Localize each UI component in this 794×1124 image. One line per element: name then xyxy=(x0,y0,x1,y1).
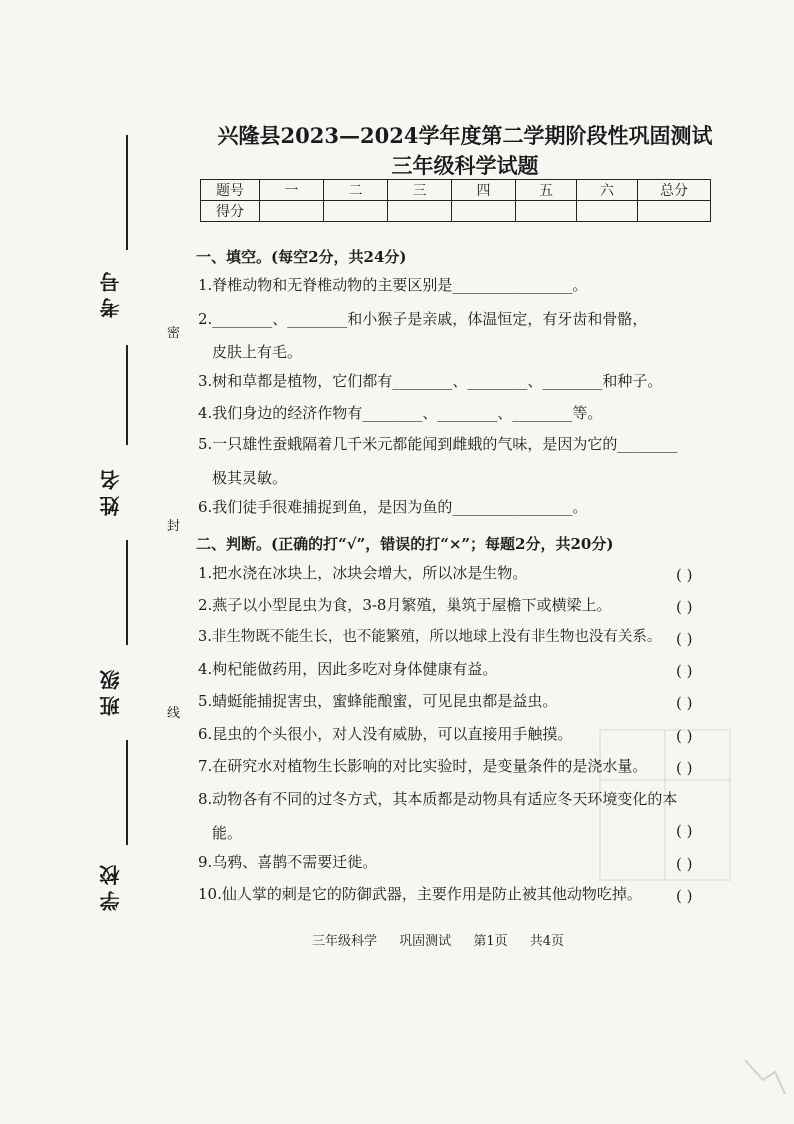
table-cell: 得分 xyxy=(201,201,260,222)
fill-question-3: 3.树和草都是植物，它们都有________、________、________和种子。 xyxy=(198,372,663,390)
seal-mark-2: 封 xyxy=(167,519,181,534)
answer-bracket[interactable]: ( ) xyxy=(676,727,693,745)
table-cell: 四 xyxy=(452,180,516,201)
table-row xyxy=(201,201,711,222)
table-cell: 三 xyxy=(388,180,452,201)
table-cell: 题号 xyxy=(201,180,260,201)
score-cell[interactable] xyxy=(577,201,638,222)
footer-total-pages: 共4页 xyxy=(529,934,565,949)
exam-number-label: 考号 xyxy=(99,266,123,318)
answer-bracket[interactable]: ( ) xyxy=(676,759,693,777)
answer-bracket[interactable]: ( ) xyxy=(676,566,693,584)
fill-question-4: 4.我们身边的经济作物有________、________、________等。 xyxy=(198,404,603,422)
table-cell: 总分 xyxy=(638,180,711,201)
answer-bracket[interactable]: ( ) xyxy=(676,887,693,905)
score-cell[interactable] xyxy=(324,201,388,222)
answer-bracket[interactable]: ( ) xyxy=(676,694,693,712)
table-cell: 六 xyxy=(577,180,638,201)
judge-question-2: 2.燕子以小型昆虫为食，3-8月繁殖，巢筑于屋檐下或横梁上。 xyxy=(198,596,612,614)
score-cell[interactable] xyxy=(260,201,324,222)
name-label: 姓名 xyxy=(99,464,123,516)
footer-test-type: 巩固测试 xyxy=(399,934,452,949)
scan-smudge xyxy=(745,1060,785,1094)
judge-question-9: 9.乌鸦、喜鹊不需要迁徙。 xyxy=(198,853,378,871)
score-table xyxy=(200,179,711,222)
exam-number-line xyxy=(126,135,128,250)
fill-question-5: 5.一只雄性蚕蛾隔着几千米元都能闻到雌蛾的气味，是因为它的________ xyxy=(198,435,678,453)
score-cell[interactable] xyxy=(516,201,577,222)
exam-subtitle: 三年级科学试题 xyxy=(391,153,539,178)
judge-question-8: 8.动物各有不同的过冬方式，其本质都是动物具有适应冬天环境变化的本 xyxy=(198,790,678,808)
name-line xyxy=(126,345,128,445)
fill-question-2-cont: 皮肤上有毛。 xyxy=(212,343,303,361)
answer-bracket[interactable]: ( ) xyxy=(676,855,693,873)
judge-question-4: 4.枸杞能做药用，因此多吃对身体健康有益。 xyxy=(198,660,498,678)
fill-question-6: 6.我们徒手很难捕捉到鱼，是因为鱼的________________。 xyxy=(198,498,588,516)
page-footer xyxy=(312,930,582,949)
seal-mark-1: 密 xyxy=(167,326,181,341)
answer-bracket[interactable]: ( ) xyxy=(676,630,693,648)
school-line xyxy=(126,740,128,845)
table-row xyxy=(201,180,711,201)
judge-question-6: 6.昆虫的个头很小，对人没有威胁，可以直接用手触摸。 xyxy=(198,725,573,743)
seal-mark-3: 线 xyxy=(167,706,181,721)
footer-subject: 三年级科学 xyxy=(312,934,378,949)
section-1-heading: 一、填空。(每空2分，共24分) xyxy=(196,248,407,266)
table-cell: 一 xyxy=(260,180,324,201)
class-line xyxy=(126,540,128,645)
judge-question-5: 5.蜻蜓能捕捉害虫，蜜蜂能酿蜜，可见昆虫都是益虫。 xyxy=(198,692,558,710)
section-2-heading: 二、判断。(正确的打“√”，错误的打“×”；每题2分，共20分) xyxy=(196,535,614,553)
answer-bracket[interactable]: ( ) xyxy=(676,662,693,680)
score-cell[interactable] xyxy=(452,201,516,222)
exam-title: 兴隆县2023—2024学年度第二学期阶段性巩固测试 xyxy=(217,123,713,148)
judge-question-7: 7.在研究水对植物生长影响的对比实验时，是变量条件的是浇水量。 xyxy=(198,757,648,775)
fill-question-5-cont: 极其灵敏。 xyxy=(212,469,288,487)
class-label: 班级 xyxy=(99,664,123,716)
table-cell: 二 xyxy=(324,180,388,201)
footer-page-number: 第1页 xyxy=(473,934,508,949)
answer-bracket[interactable]: ( ) xyxy=(676,598,693,616)
judge-question-10: 10.仙人掌的刺是它的防御武器，主要作用是防止被其他动物吃掉。 xyxy=(198,885,642,903)
table-cell: 五 xyxy=(516,180,577,201)
judge-question-3: 3.非生物既不能生长，也不能繁殖，所以地球上没有非生物也没有关系。 xyxy=(198,629,662,645)
fill-question-1: 1.脊椎动物和无脊椎动物的主要区别是________________。 xyxy=(198,276,588,294)
score-cell[interactable] xyxy=(638,201,711,222)
school-label: 学校 xyxy=(99,859,123,911)
score-cell[interactable] xyxy=(388,201,452,222)
judge-question-1: 1.把水浇在冰块上，冰块会增大，所以冰是生物。 xyxy=(198,564,528,582)
answer-bracket[interactable]: ( ) xyxy=(676,822,693,840)
fill-question-2: 2.________、________和小猴子是亲戚，体温恒定，有牙齿和骨骼， xyxy=(198,310,648,328)
judge-question-8-cont: 能。 xyxy=(212,824,243,842)
